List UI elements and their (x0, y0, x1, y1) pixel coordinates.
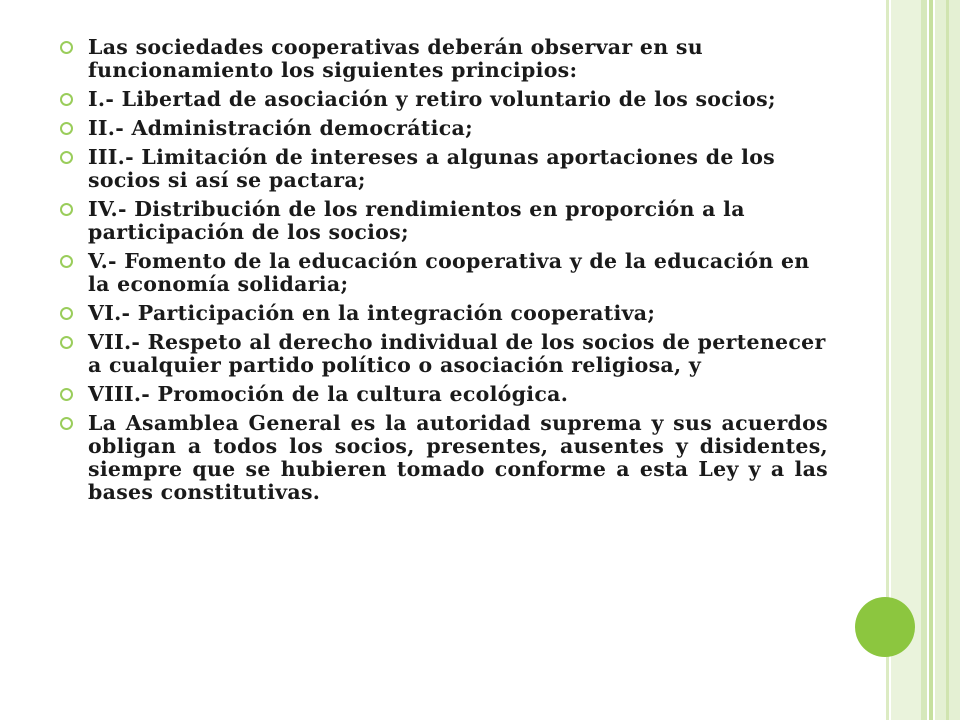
decorative-stripe (946, 0, 949, 720)
bullet-text: VI.- Participación en la integración cooperativa; (88, 301, 656, 325)
bullet-ring-icon (60, 203, 73, 216)
bullet-text: La Asamblea General es la autoridad suprema y sus acuerdos obligan a todos los socios, presentes, ausentes y disidentes, siempre que se hubieren tomado conforme a esta Ley y a las bases constitutivas. (88, 411, 828, 504)
decorative-stripe (929, 0, 933, 720)
bullet-item (60, 383, 828, 406)
bullet-ring-icon (60, 122, 73, 135)
bullet-ring-icon (60, 151, 73, 164)
decorative-circle (855, 597, 915, 657)
bullet-item (60, 198, 828, 244)
bullet-item (60, 117, 828, 140)
bullet-text: I.- Libertad de asociación y retiro voluntario de los socios; (88, 87, 776, 111)
bullet-text: V.- Fomento de la educación cooperativa y de la educación en la economía solidaria; (88, 249, 810, 296)
bullet-ring-icon (60, 388, 73, 401)
bullet-item (60, 36, 828, 82)
bullet-ring-icon (60, 417, 73, 430)
bullet-ring-icon (60, 336, 73, 349)
bullet-ring-icon (60, 93, 73, 106)
bullet-item (60, 412, 828, 504)
bullet-text: VII.- Respeto al derecho individual de los socios de pertenecer a cualquier partido político o asociación religiosa, y (88, 330, 826, 377)
bullet-item (60, 331, 828, 377)
bullet-text: III.- Limitación de intereses a algunas aportaciones de los socios si así se pactara; (88, 145, 776, 192)
bullet-ring-icon (60, 307, 73, 320)
bullet-text: Las sociedades cooperativas deberán observar en su funcionamiento los siguientes principios: (88, 35, 703, 82)
bullet-ring-icon (60, 255, 73, 268)
decorative-stripe (921, 0, 927, 720)
bullet-text: VIII.- Promoción de la cultura ecológica. (88, 382, 569, 406)
bullet-text: II.- Administración democrática; (88, 116, 473, 140)
bullet-item (60, 88, 828, 111)
slide-content (60, 36, 828, 510)
bullet-item (60, 250, 828, 296)
bullet-ring-icon (60, 41, 73, 54)
bullet-item (60, 302, 828, 325)
bullet-item (60, 146, 828, 192)
bullet-text: IV.- Distribución de los rendimientos en proporción a la participación de los socios; (88, 197, 745, 244)
